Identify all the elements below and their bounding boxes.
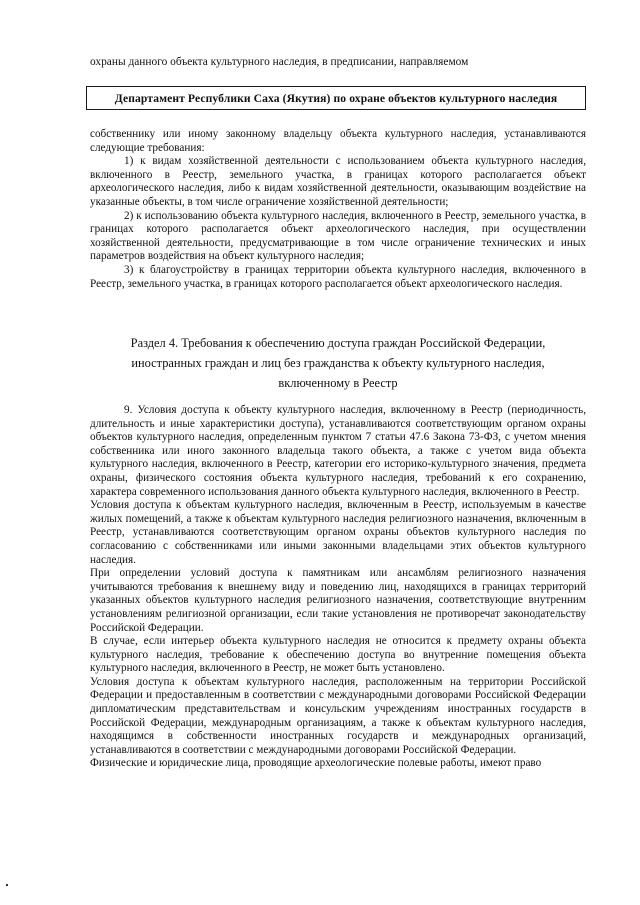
paragraph-diplomatic: Условия доступа к объектам культурного наследия, расположенным на территории Российской Федерации и предоставленным в соответствии с международными договорами Российской Федерации дипломатическим представительствам и консульским учреждениям иностранных государств в Российской Федерации, международным организациям, а также к объектам культурного наследия, находящимся в собственности иностранных государств и международных организаций, устанавливаются в соответствии с международными договорами Российской Федерации. (90, 675, 586, 756)
paragraph-owner-intro: собственнику или иному законному владельцу объекта культурного наследия, устанавливаются следующие требования: (90, 128, 586, 154)
scan-speck (6, 884, 8, 886)
section-4-heading (90, 333, 586, 393)
paragraph-item-2: 2) к использованию объекта культурного наследия, включенного в Реестр, земельного участка, в границах которого располагается объект археологического наследия, при осуществлении хозяйственной деятельности, предусматривающие в том числе ограничение технических и иных параметров воздействия на объект культурного наследия; (90, 209, 586, 263)
access-conditions-block (90, 404, 586, 771)
section-4-heading-line-2: иностранных граждан и лиц без гражданства к объекту культурного наследия, (131, 356, 545, 370)
continuation-line: охраны данного объекта культурного наследия, в предписании, направляемом (90, 56, 469, 68)
paragraph-item-1: 1) к видам хозяйственной деятельности с использованием объекта культурного наследия, включенного в Реестр, земельного участка, в границах которого располагается объект археологического наследия, либо к видам хозяйственной деятельности, оказывающим воздействие на указанные объекты, в том числе ограничение хозяйственной деятельности; (90, 155, 586, 208)
department-stamp: Департамент Республики Саха (Якутия) по охране объектов культурного наследия (86, 86, 586, 110)
paragraph-archaeology: Физические и юридические лица, проводящие археологические полевые работы, имеют право (90, 757, 542, 770)
paragraph-interior: В случае, если интерьер объекта культурного наследия не относится к предмету охраны объекта культурного наследия, требование к обеспечению доступа во внутренние помещения объекта культурного наследия, включенного в Реестр, не может быть установлено. (90, 635, 586, 675)
section-4-heading-line-3: включенному в Реестр (278, 376, 398, 390)
paragraph-item-3: 3) к благоустройству в границах территории объекта культурного наследия, включенного в Реестр, земельного участка, в границах которого располагается объект археологического наследия. (90, 263, 586, 290)
section-4-heading-line-1: Раздел 4. Требования к обеспечению доступа граждан Российской Федерации, (130, 336, 546, 350)
requirements-block (90, 128, 586, 291)
paragraph-9: 9. Условия доступа к объекту культурного наследия, включенному в Реестр (периодичность, длительность и иные характеристики доступа), устанавливаются соответствующим органом охраны объектов культурного наследия, определенным пунктом 7 статьи 47.6 Закона 73-ФЗ, с учетом мнения собственника или иного законного владельца такого объекта, а также с учетом вида объекта культурного наследия, включенного в Реестр, категории его историко-культурного значения, предмета охраны, физического состояния объекта культурного наследия, требований к его сохранению, характера современного использования данного объекта культурного наследия, включенного в Реестр. (90, 404, 586, 498)
paragraph-religious-ensembles: При определении условий доступа к памятникам или ансамблям религиозного назначения учитываются требования к внешнему виду и поведению лиц, находящихся в границах территорий указанных объектов культурного наследия религиозного назначения, соответствующие внутренним установлениям религиозной организации, если такие установления не противоречат законодательству Российской Федерации. (90, 567, 586, 634)
paragraph-residential-religious: Условия доступа к объектам культурного наследия, включенным в Реестр, используемым в качестве жилых помещений, а также к объектам культурного наследия религиозного назначения, включенным в Реестр, устанавливаются соответствующим органом охраны объектов культурного наследия по согласованию с собственниками или иными законными владельцами этих объектов культурного наследия. (90, 499, 586, 566)
